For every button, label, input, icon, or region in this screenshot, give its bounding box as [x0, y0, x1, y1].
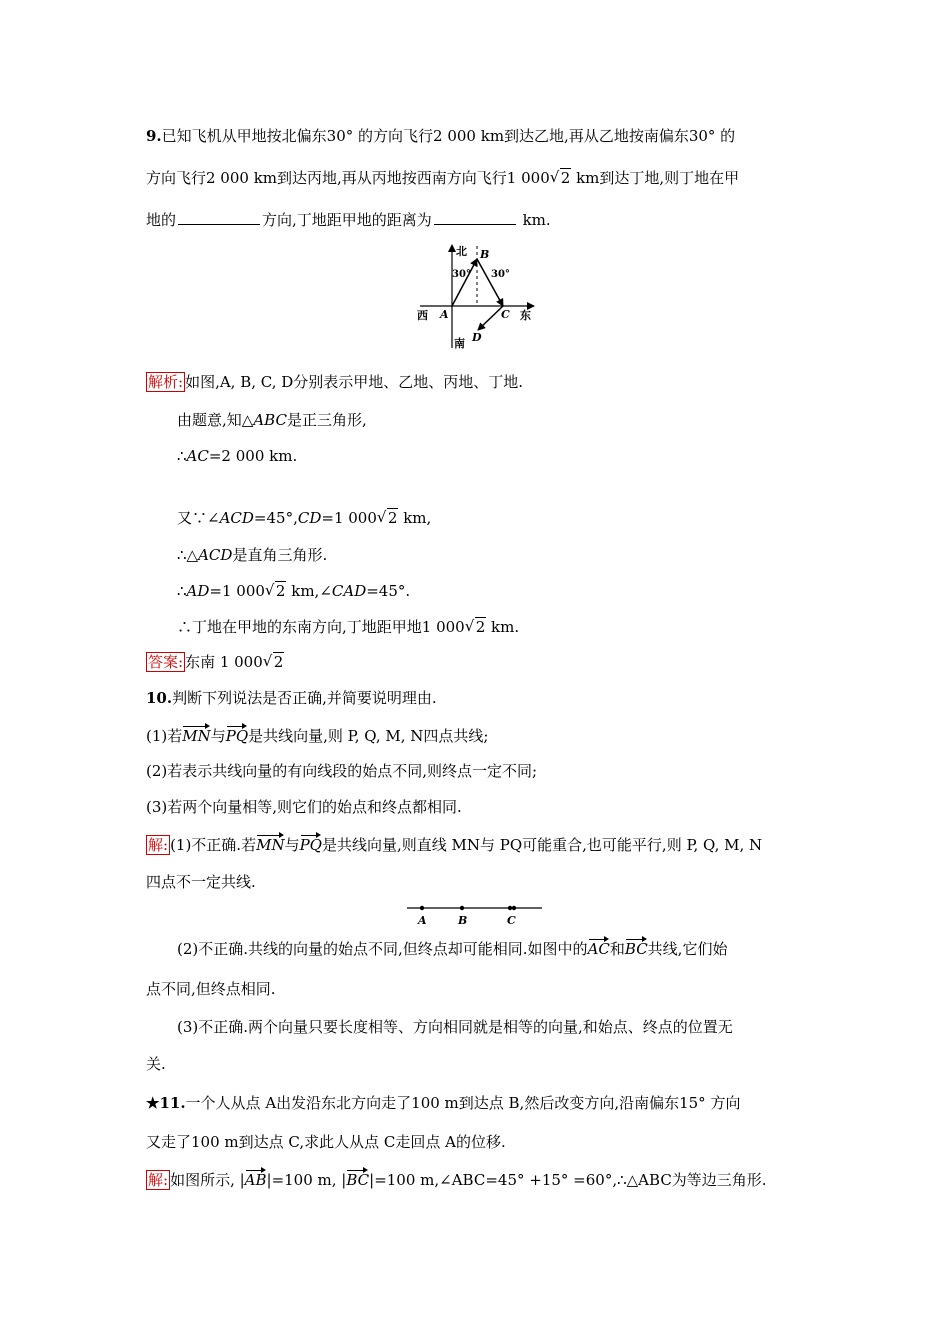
vector-a-b [452, 259, 477, 306]
t: =1 000 [209, 582, 265, 600]
t: =1 000 [321, 509, 377, 527]
angle-label-2: 30° [491, 269, 510, 280]
east-label: 东 [520, 309, 531, 322]
point-b [460, 906, 464, 910]
q11-number: ★11. [146, 1094, 186, 1112]
t: 由题意,知△ [177, 411, 254, 429]
point-a-label: A [440, 308, 449, 321]
sol9-line-7 [177, 617, 519, 637]
t: 是共线向量,则 P, Q, M, N四点共线; [248, 727, 489, 745]
point-c [508, 906, 512, 910]
west-label: 西 [417, 309, 428, 322]
vector-mn: MN [182, 724, 210, 746]
t: 判断下列说法是否正确,并简要说明理由. [172, 689, 437, 707]
angle-label-1: 30° [452, 269, 471, 280]
t: ACD [219, 509, 254, 527]
t: |=100 m,∠ABC=45° +15° =60°,∴△ABC为等边三角形. [369, 1171, 767, 1189]
radicand: 2 [275, 582, 286, 600]
t: =45°, [253, 509, 298, 527]
point-a-label: A [418, 914, 427, 927]
t: ABC [253, 411, 287, 429]
vector-b-c [477, 259, 503, 306]
t: 又∵∠ [177, 509, 220, 527]
q9-text-3a: 地的 [146, 211, 177, 229]
vector-ab: AB [245, 1168, 267, 1190]
answer-blank-2[interactable] [434, 210, 516, 225]
q9-number: 9. [146, 127, 162, 145]
vector-bc: BC [346, 1168, 369, 1190]
q9-text-3b: 方向,丁地距甲地的距离为 [262, 211, 432, 229]
vector-ac: AC [588, 937, 610, 959]
q11-line-2 [146, 1132, 506, 1152]
t: 是共线向量,则直线 MN与 PQ可能重合,也可能平行,则 P, Q, M, N [321, 836, 763, 854]
vector-mn: MN [256, 833, 284, 855]
t: CD [297, 509, 322, 527]
sol10-line-5 [177, 1017, 733, 1037]
t: 关. [146, 1055, 166, 1073]
q9-line-3 [146, 210, 551, 230]
t: 共线,它们始 [647, 940, 728, 958]
t: CAD [331, 582, 367, 600]
answer-tag: 答案: [148, 653, 184, 671]
t: 是直角三角形. [232, 546, 328, 564]
answer-blank-1[interactable] [178, 210, 260, 225]
vector-pq: PQ [300, 833, 322, 855]
sol9-line-2 [177, 410, 367, 430]
sqrt-symbol [264, 652, 285, 672]
t: 是正三角形, [286, 411, 367, 429]
sol9-text-1: 如图,A, B, C, D分别表示甲地、乙地、丙地、丁地. [185, 373, 524, 391]
t: ∴ [177, 582, 187, 600]
sol10-line-1 [146, 833, 762, 855]
point-c-label: C [507, 914, 516, 927]
vector-bc: BC [625, 937, 648, 959]
sqrt-symbol [378, 508, 399, 528]
q9-line-1 [146, 126, 735, 146]
t: (1)若 [146, 727, 183, 745]
sol9-line-6 [177, 581, 410, 601]
solution-tag: 解: [148, 1171, 169, 1189]
t: |=100 m, | [266, 1171, 347, 1189]
solution-tag: 解: [148, 836, 169, 854]
sol9-line-1 [146, 372, 523, 392]
t: 与 [284, 836, 300, 854]
sqrt-symbol [551, 168, 572, 188]
t: =45°. [366, 582, 411, 600]
answer-line [146, 652, 284, 672]
sol9-line-3 [177, 446, 297, 466]
point-b-label: B [480, 248, 490, 261]
point-b-label: B [458, 914, 468, 927]
analysis-tag: 解析: [148, 373, 184, 391]
q9-text-1: 已知飞机从甲地按北偏东30° 的方向飞行2 000 km到达乙地,再从乙地按南偏东30° 的 [161, 127, 736, 145]
q9-text-2a: 方向飞行2 000 km到达丙地,再从丙地按西南方向飞行1 000 [146, 169, 550, 187]
q10-item-3 [146, 797, 462, 817]
north-label: 北 [456, 245, 467, 258]
t: AD [186, 582, 210, 600]
sol10-line-3 [177, 937, 727, 959]
q10-item-2 [146, 761, 537, 781]
t: 又走了100 m到达点 C,求此人从点 C走回点 A的位移. [146, 1133, 506, 1151]
t: 四点不一定共线. [146, 873, 256, 891]
sol10-line-4 [146, 979, 276, 999]
q9-text-2b: km到达丁地,则丁地在甲 [571, 169, 740, 187]
sol10-line-2 [146, 872, 256, 892]
point-c-dup [512, 906, 516, 910]
vector-c-d [478, 306, 503, 330]
q10-title [146, 688, 437, 708]
t: km,∠ [286, 582, 332, 600]
sol10-line-6 [146, 1054, 166, 1074]
sqrt-symbol [266, 581, 287, 601]
radicand: 2 [387, 509, 398, 527]
t: AC [186, 447, 209, 465]
direction-diagram [410, 240, 550, 355]
radicand: 2 [560, 169, 571, 187]
point-a [420, 906, 424, 910]
radicand: 2 [475, 618, 486, 636]
vector-pq: PQ [226, 724, 248, 746]
collinear-points-figure [405, 900, 545, 928]
q10-item-1 [146, 724, 488, 746]
q9-text-3c: km. [517, 211, 551, 229]
t: 如图所示, | [170, 1171, 245, 1189]
q11-line-1 [146, 1093, 740, 1113]
q9-line-2 [146, 168, 739, 188]
t: ∴ [177, 447, 187, 465]
t: (2)若表示共线向量的有向线段的始点不同,则终点一定不同; [146, 762, 538, 780]
t: (3)若两个向量相等,则它们的始点和终点都相同. [146, 798, 462, 816]
t: km, [398, 509, 432, 527]
sqrt-symbol [466, 617, 487, 637]
t: 一个人从点 A出发沿东北方向走了100 m到达点 B,然后改变方向,沿南偏东15° 方向 [185, 1094, 741, 1112]
t: 与 [210, 727, 226, 745]
sol11-line-1 [146, 1168, 767, 1190]
radicand: 2 [273, 653, 284, 671]
t: km. [486, 618, 520, 636]
point-c-label: C [501, 308, 510, 321]
sol9-line-4 [177, 508, 431, 528]
t: 点不同,但终点相同. [146, 980, 276, 998]
t: =2 000 km. [208, 447, 298, 465]
south-label: 南 [454, 337, 465, 350]
t: ∴△ [177, 546, 199, 564]
q10-number: 10. [146, 689, 173, 707]
t: ACD [198, 546, 233, 564]
t: (2)不正确.共线的向量的始点不同,但终点却可能相同.如图中的 [177, 940, 588, 958]
t: ∴丁地在甲地的东南方向,丁地距甲地1 000 [177, 618, 465, 636]
t: (1)不正确.若 [170, 836, 257, 854]
t: (3)不正确.两个向量只要长度相等、方向相同就是相等的向量,和始点、终点的位置无 [177, 1018, 733, 1036]
point-d-label: D [472, 331, 482, 344]
t: 和 [609, 940, 625, 958]
answer-text: 东南 1 000 [185, 653, 263, 671]
sol9-line-5 [177, 545, 327, 565]
